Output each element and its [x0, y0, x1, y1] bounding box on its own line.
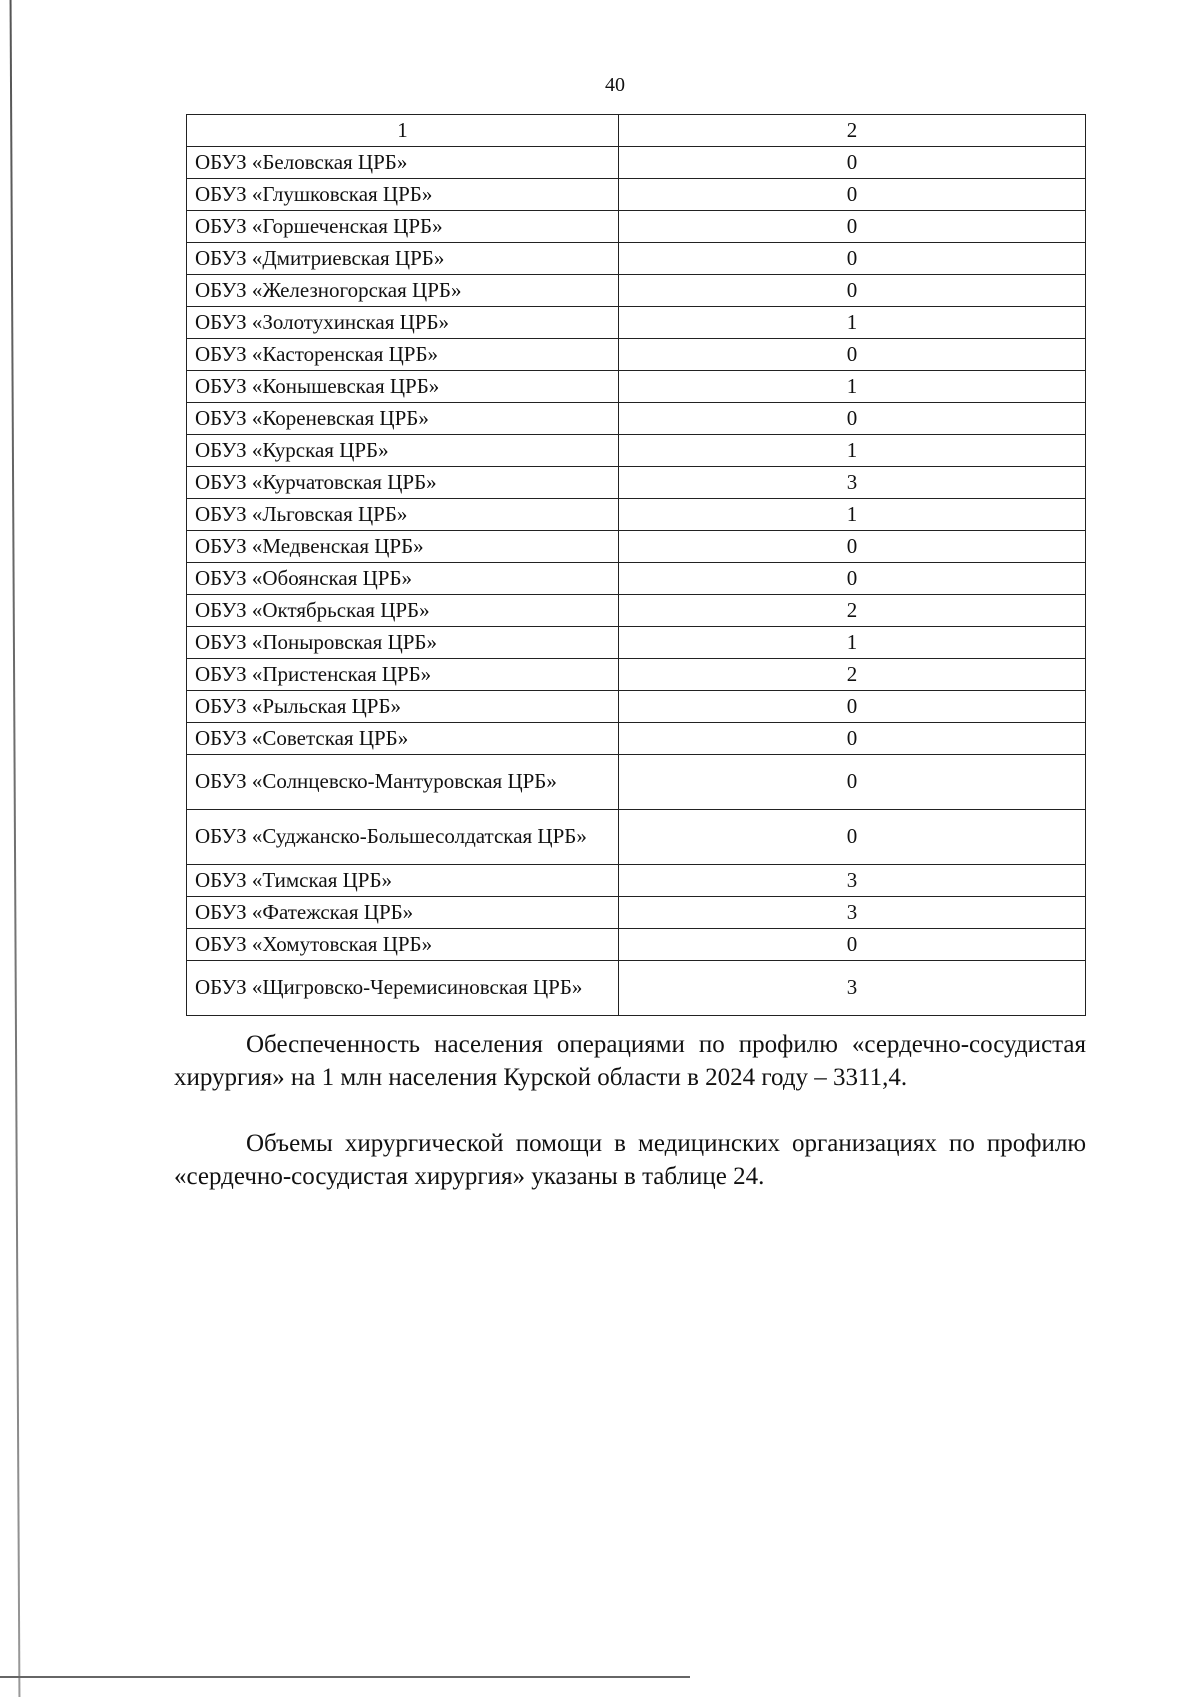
table-row	[187, 659, 1086, 691]
table-row	[187, 627, 1086, 659]
organization-name-cell: ОБУЗ «Хомутовская ЦРБ»	[187, 929, 619, 961]
value-cell: 1	[619, 499, 1086, 531]
organization-name-cell: ОБУЗ «Медвенская ЦРБ»	[187, 531, 619, 563]
value-cell: 1	[619, 371, 1086, 403]
paragraph-provision: Обеспеченность населения операциями по профилю «сердечно-сосудистая хирургия» на 1 млн населения Курской области в 2024 году – 3311,4.	[174, 1031, 1086, 1091]
table-row	[187, 810, 1086, 865]
table-row	[187, 307, 1086, 339]
value-cell: 0	[619, 147, 1086, 179]
organization-name-cell: ОБУЗ «Щигровско-Черемисиновская ЦРБ»	[187, 961, 619, 1016]
table-header-row	[187, 115, 1086, 147]
value-cell: 0	[619, 243, 1086, 275]
table-row	[187, 595, 1086, 627]
scan-edge-left	[10, 0, 21, 1697]
organization-name-cell: ОБУЗ «Железногорская ЦРБ»	[187, 275, 619, 307]
page-number: 40	[605, 74, 625, 96]
table-row	[187, 243, 1086, 275]
table-row	[187, 723, 1086, 755]
hospital-table	[186, 114, 1086, 1016]
value-cell: 0	[619, 563, 1086, 595]
paragraph-volumes: Объемы хирургической помощи в медицинских организациях по профилю «сердечно-сосудистая хирургия» указаны в таблице 24.	[174, 1130, 1086, 1190]
table-row	[187, 371, 1086, 403]
value-cell: 3	[619, 467, 1086, 499]
organization-name-cell: ОБУЗ «Суджанско-Большесолдатская ЦРБ»	[187, 810, 619, 865]
table-row	[187, 563, 1086, 595]
value-cell: 3	[619, 961, 1086, 1016]
header-cell-2: 2	[619, 115, 1086, 147]
table-row	[187, 403, 1086, 435]
organization-name-cell: ОБУЗ «Кореневская ЦРБ»	[187, 403, 619, 435]
table-row	[187, 147, 1086, 179]
value-cell: 0	[619, 810, 1086, 865]
scan-edge-bottom	[0, 1676, 690, 1678]
organization-name-cell: ОБУЗ «Пристенская ЦРБ»	[187, 659, 619, 691]
organization-name-cell: ОБУЗ «Конышевская ЦРБ»	[187, 371, 619, 403]
table-row	[187, 179, 1086, 211]
value-cell: 3	[619, 897, 1086, 929]
table-row	[187, 961, 1086, 1016]
header-cell-1: 1	[187, 115, 619, 147]
organization-name-cell: ОБУЗ «Курчатовская ЦРБ»	[187, 467, 619, 499]
table-row	[187, 435, 1086, 467]
organization-name-cell: ОБУЗ «Курская ЦРБ»	[187, 435, 619, 467]
table-row	[187, 929, 1086, 961]
organization-name-cell: ОБУЗ «Глушковская ЦРБ»	[187, 179, 619, 211]
table-row	[187, 897, 1086, 929]
organization-name-cell: ОБУЗ «Тимская ЦРБ»	[187, 865, 619, 897]
organization-name-cell: ОБУЗ «Фатежская ЦРБ»	[187, 897, 619, 929]
table-row	[187, 467, 1086, 499]
organization-name-cell: ОБУЗ «Обоянская ЦРБ»	[187, 563, 619, 595]
table-row	[187, 275, 1086, 307]
value-cell: 0	[619, 929, 1086, 961]
organization-name-cell: ОБУЗ «Рыльская ЦРБ»	[187, 691, 619, 723]
organization-name-cell: ОБУЗ «Золотухинская ЦРБ»	[187, 307, 619, 339]
value-cell: 0	[619, 723, 1086, 755]
value-cell: 0	[619, 755, 1086, 810]
value-cell: 0	[619, 179, 1086, 211]
value-cell: 0	[619, 403, 1086, 435]
table-row	[187, 691, 1086, 723]
organization-name-cell: ОБУЗ «Поныровская ЦРБ»	[187, 627, 619, 659]
value-cell: 2	[619, 595, 1086, 627]
organization-name-cell: ОБУЗ «Горшеченская ЦРБ»	[187, 211, 619, 243]
table-body	[187, 115, 1086, 1016]
value-cell: 1	[619, 435, 1086, 467]
organization-name-cell: ОБУЗ «Беловская ЦРБ»	[187, 147, 619, 179]
value-cell: 0	[619, 531, 1086, 563]
value-cell: 3	[619, 865, 1086, 897]
value-cell: 0	[619, 275, 1086, 307]
table-row	[187, 499, 1086, 531]
table-row	[187, 865, 1086, 897]
value-cell: 0	[619, 691, 1086, 723]
table-row	[187, 211, 1086, 243]
organization-name-cell: ОБУЗ «Солнцевско-Мантуровская ЦРБ»	[187, 755, 619, 810]
organization-name-cell: ОБУЗ «Советская ЦРБ»	[187, 723, 619, 755]
value-cell: 2	[619, 659, 1086, 691]
organization-name-cell: ОБУЗ «Льговская ЦРБ»	[187, 499, 619, 531]
organization-name-cell: ОБУЗ «Дмитриевская ЦРБ»	[187, 243, 619, 275]
value-cell: 1	[619, 627, 1086, 659]
value-cell: 0	[619, 339, 1086, 371]
table-row	[187, 339, 1086, 371]
organization-name-cell: ОБУЗ «Октябрьская ЦРБ»	[187, 595, 619, 627]
value-cell: 0	[619, 211, 1086, 243]
table-row	[187, 531, 1086, 563]
value-cell: 1	[619, 307, 1086, 339]
table-row	[187, 755, 1086, 810]
organization-name-cell: ОБУЗ «Касторенская ЦРБ»	[187, 339, 619, 371]
